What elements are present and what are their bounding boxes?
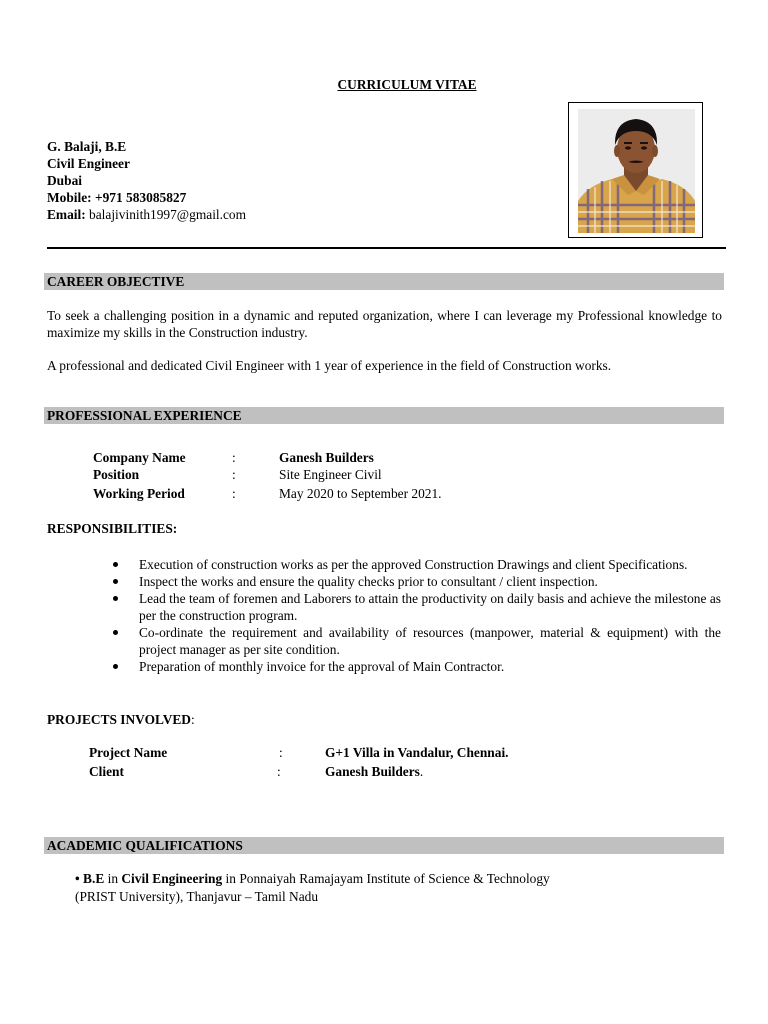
project-label-name: Project Name [89, 745, 168, 760]
academic-line-2: (PRIST University), Thanjavur – Tamil Nadu [75, 889, 319, 904]
section-heading-academic-qualifications: ACADEMIC QUALIFICATIONS [44, 837, 724, 854]
candidate-role: Civil Engineer [47, 156, 130, 171]
list-item [113, 556, 721, 573]
responsibility-text: Preparation of monthly invoice for the approval of Main Contractor. [139, 659, 505, 674]
candidate-location: Dubai [47, 173, 82, 188]
projects-heading-text: PROJECTS INVOLVED [47, 712, 191, 727]
project-value-name [325, 745, 509, 761]
responsibility-text: Inspect the works and ensure the quality checks prior to consultant / client inspection. [139, 574, 598, 589]
academic-degree: B.E [83, 871, 105, 886]
experience-value-position: Site Engineer Civil [279, 467, 382, 482]
bullet-icon [113, 630, 118, 635]
project-details [0, 745, 768, 785]
list-item [113, 624, 721, 658]
experience-details [0, 450, 768, 506]
bullet-icon [113, 664, 118, 669]
responsibilities-heading: RESPONSIBILITIES: [47, 521, 178, 536]
client-name-text: Ganesh Builders [325, 764, 420, 779]
career-objective-paragraph-2: A professional and dedicated Civil Engineer with 1 year of experience in the field of Construction works. [47, 358, 612, 373]
experience-label-period: Working Period [93, 486, 185, 501]
candidate-mobile: Mobile: +971 583085827 [47, 190, 187, 205]
experience-colon: : [232, 486, 236, 501]
academic-bullet: • [75, 871, 84, 886]
project-value-client [325, 764, 423, 780]
experience-value-company: Ganesh Builders [279, 450, 374, 465]
responsibility-text: Co-ordinate the requirement and availability of resources (manpower, material & equipment) with the project manager as per site condition. [139, 625, 721, 657]
experience-label-company: Company Name [93, 450, 186, 465]
candidate-name: G. Balaji, B.E [47, 139, 127, 154]
bullet-icon [113, 562, 118, 567]
academic-institution: in Ponnaiyah Ramajayam Institute of Science & Technology [222, 871, 550, 886]
projects-heading-colon: : [190, 712, 195, 727]
projects-heading [47, 712, 195, 728]
list-item [113, 590, 721, 624]
academic-field: Civil Engineering [121, 871, 223, 886]
project-colon: : [279, 745, 283, 760]
bullet-icon [113, 596, 118, 601]
header-divider [47, 247, 726, 249]
project-label-client: Client [89, 764, 124, 779]
list-item [113, 658, 721, 675]
responsibility-text: Execution of construction works as per the approved Construction Drawings and client Specifications. [139, 557, 688, 572]
email-value: balajivinith1997@gmail.com [85, 207, 247, 222]
section-heading-professional-experience: PROFESSIONAL EXPERIENCE [44, 407, 724, 424]
career-objective-paragraph-1: To seek a challenging position in a dynamic and reputed organization, where I can leverage my Professional knowledge to maximize my skills in the Construction industry. [47, 308, 722, 340]
experience-colon: : [232, 467, 236, 482]
experience-colon: : [232, 450, 236, 465]
profile-photo [568, 102, 703, 238]
candidate-email [47, 206, 246, 223]
academic-connector: in [104, 871, 122, 886]
client-name-suffix: . [419, 764, 424, 779]
project-name-text: G+1 Villa in Vandalur, Chennai. [325, 745, 509, 760]
responsibility-text: Lead the team of foremen and Laborers to attain the productivity on daily basis and achieve the milestone as per the construction program. [139, 591, 721, 623]
list-item [113, 573, 721, 590]
academic-line-1 [75, 870, 725, 888]
responsibilities-list [113, 556, 721, 675]
section-heading-career-objective: CAREER OBJECTIVE [44, 273, 724, 290]
academic-entry [75, 870, 725, 906]
experience-label-position: Position [93, 467, 140, 482]
portrait-image [578, 109, 695, 233]
email-label: Email: [47, 207, 86, 222]
contact-block [47, 138, 246, 223]
document-title: CURRICULUM VITAE [337, 77, 477, 92]
bullet-icon [113, 579, 118, 584]
experience-value-period: May 2020 to September 2021. [279, 486, 442, 501]
project-colon: : [277, 764, 281, 779]
